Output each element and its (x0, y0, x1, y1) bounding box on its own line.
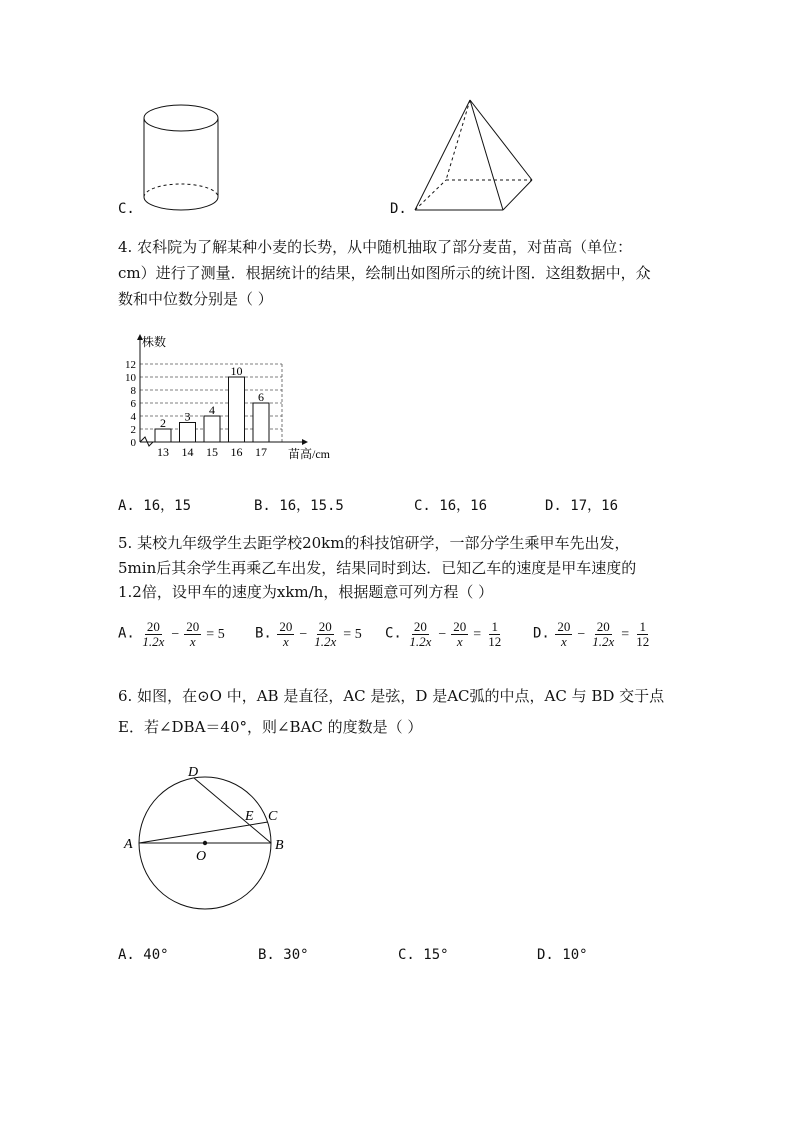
point-label-a: A (124, 837, 133, 852)
option-label: B. (255, 625, 272, 642)
x-tick-label: 15 (206, 445, 218, 459)
y-tick-label: 6 (130, 398, 136, 410)
y-axis-label: 株数 (142, 335, 167, 349)
q4-option-a: A. 16，15 (118, 498, 192, 514)
point-label-c: C (268, 809, 278, 824)
pyramid-figure (410, 96, 540, 216)
q3-option-d-label: D. (390, 201, 407, 217)
q5-option-a: A. $\frac{20}{1.2x}$ − $\frac{20}{x}$ = 5 (118, 619, 225, 649)
q5-option-b: B. $\frac{20}{x}$ − $\frac{20}{1.2x}$ = 5 (255, 619, 362, 649)
q4-line-1: 4. 农科院为了解某种小麦的长势，从中随机抽取了部分麦苗，对苗高（单位： (118, 238, 633, 256)
data-label: 4 (209, 403, 215, 417)
point-label-o: O (196, 849, 207, 864)
bar (253, 403, 269, 442)
option-label: D. (533, 625, 550, 642)
fraction: $\frac{20}{x}$ (453, 619, 467, 649)
x-tick-label: 17 (255, 445, 267, 459)
q4-option-c: C. 16，16 (414, 498, 488, 514)
data-label: 2 (160, 416, 166, 430)
q3-option-c-label: C. (118, 201, 135, 217)
option-label: A. (118, 625, 135, 642)
fraction: $\frac{20}{1.2x}$ (409, 619, 432, 649)
q4-line-3: 数和中位数分别是（ ） (118, 290, 273, 308)
q6-line-1: 6. 如图，在⊙O 中，AB 是直径，AC 是弦，D 是AC弧的中点，AC 与 BD 交于点 (118, 687, 665, 705)
q5-option-c: C. $\frac{20}{1.2x}$ − $\frac{20}{x}$ = $\frac{1}{12}$ (385, 619, 502, 649)
bar (155, 429, 171, 442)
point-label-e: E (245, 809, 254, 824)
q5-line-1: 5. 某校九年级学生去距学校20km的科技馆研学，一部分学生乘甲车先出发， (118, 534, 630, 552)
y-tick-label: 12 (125, 359, 136, 371)
fraction: $\frac{1}{12}$ (488, 619, 502, 649)
bar (204, 416, 220, 442)
circle-geometry-figure (118, 760, 298, 930)
fraction: $\frac{20}{1.2x}$ (314, 619, 337, 649)
q6-option-d: D. 10° (537, 947, 588, 963)
y-tick-label: 10 (125, 372, 136, 384)
x-tick-label: 14 (181, 445, 194, 459)
q6-option-b: B. 30° (258, 947, 309, 963)
option-label: C. (385, 625, 402, 642)
fraction: $\frac{20}{x}$ (279, 619, 293, 649)
y-tick-label: 8 (130, 385, 136, 397)
q6-option-c: C. 15° (398, 947, 449, 963)
fraction: $\frac{1}{12}$ (636, 619, 650, 649)
x-axis-arrow (302, 439, 308, 445)
y-tick-label: 4 (130, 411, 136, 423)
q4-option-b: B. 16，15.5 (254, 498, 344, 514)
bar (180, 423, 196, 443)
point-label-b: B (275, 838, 284, 853)
q5-line-3: 1.2倍，设甲车的速度为xkm/h，根据题意可列方程（ ） (118, 583, 494, 601)
data-label: 3 (184, 409, 191, 424)
q5-line-2: 5min后其余学生再乘乙车出发，结果同时到达．已知乙车的速度是甲车速度的 (118, 559, 637, 577)
x-axis-label: 苗高/cm (288, 447, 330, 461)
data-label: 6 (258, 390, 264, 404)
q6-line-2: E．若∠DBA＝40°，则∠BAC 的度数是（ ） (118, 718, 423, 736)
data-label: 10 (230, 364, 243, 378)
q4-line-2: cm）进行了测量．根据统计的结果，绘制出如图所示的统计图．这组数据中，众 (118, 264, 651, 282)
fraction: $\frac{20}{1.2x}$ (592, 619, 615, 649)
q4-option-d: D. 17，16 (545, 498, 619, 514)
q5-option-d: D. $\frac{20}{x}$ − $\frac{20}{1.2x}$ = $\frac{1}{12}$ (533, 619, 650, 649)
fraction: $\frac{20}{x}$ (186, 619, 200, 649)
bar-chart (110, 328, 350, 463)
q6-option-a: A. 40° (118, 947, 169, 963)
y-tick-label: 2 (130, 424, 136, 436)
bar (229, 377, 245, 442)
cylinder-figure (140, 98, 222, 216)
x-tick-label: 16 (230, 445, 243, 459)
point-label-d: D (188, 765, 199, 780)
y-tick-label: 0 (130, 437, 136, 449)
fraction: $\frac{20}{1.2x}$ (142, 619, 165, 649)
fraction: $\frac{20}{x}$ (557, 619, 571, 649)
x-tick-label: 13 (157, 445, 169, 459)
